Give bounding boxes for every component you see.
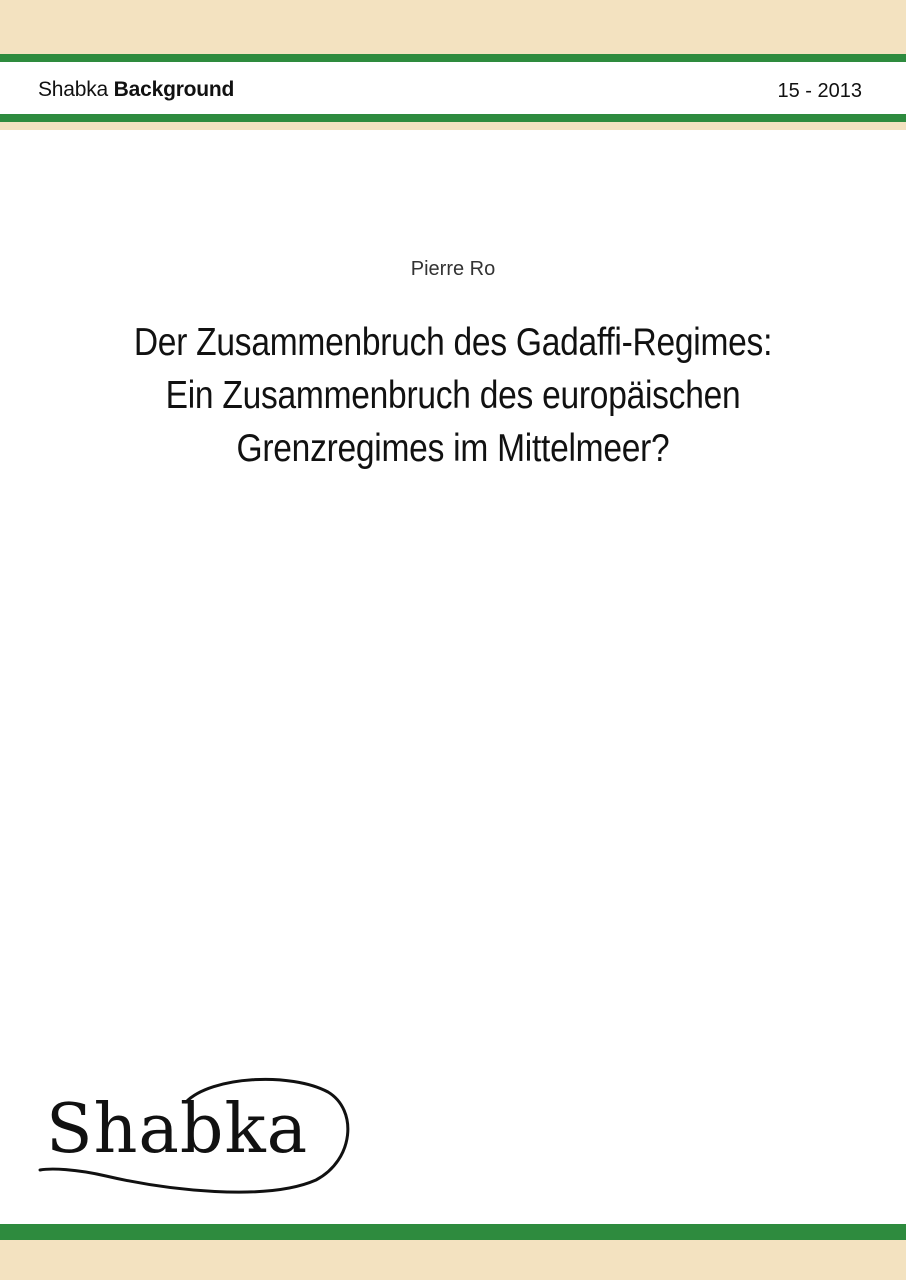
series-name [38, 62, 234, 114]
header-green-rule [0, 114, 906, 122]
footer-green-rule [0, 1224, 906, 1240]
shabka-logo [36, 1072, 356, 1196]
title-line: Der Zusammenbruch des Gadaffi-Regimes: [133, 321, 773, 364]
issue-number: 15 - 2013 [777, 80, 862, 102]
top-green-rule [0, 54, 906, 62]
title-line: Grenzregimes im Mittelmeer? [236, 427, 670, 470]
top-beige-band [0, 0, 906, 54]
series-name-bold: Background [113, 78, 235, 101]
title-line: Ein Zusammenbruch des europäischen [165, 374, 741, 417]
header-beige-strip [0, 122, 906, 130]
author-name: Pierre Ro [410, 258, 496, 280]
series-name-light: Shabka [38, 78, 109, 101]
document-title [0, 316, 906, 475]
logo-wordmark: Shabka [46, 1090, 309, 1169]
bottom-beige-band [0, 1240, 906, 1280]
